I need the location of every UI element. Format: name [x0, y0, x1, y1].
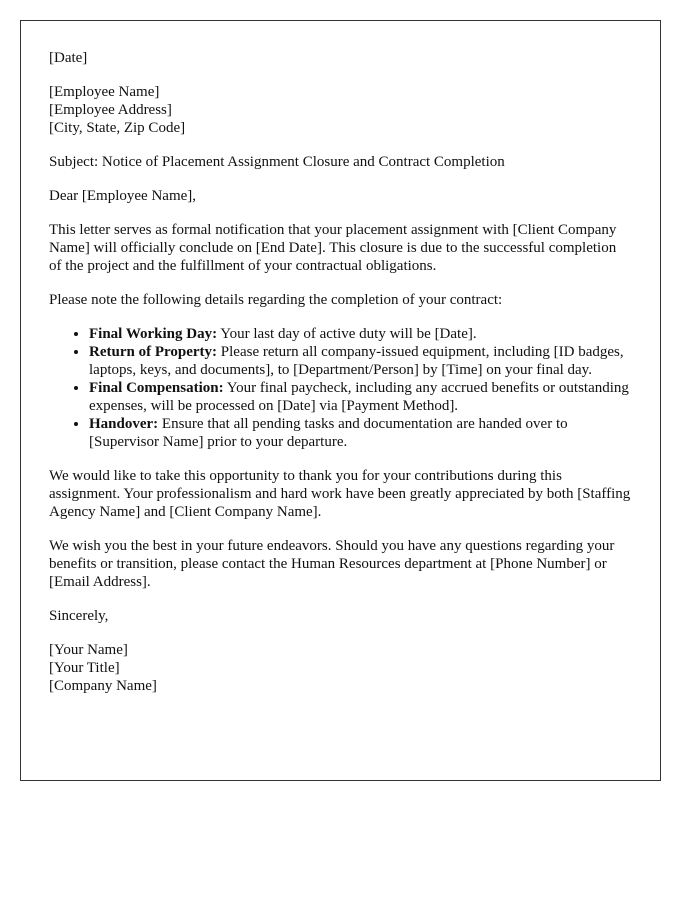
recipient-city: [City, State, Zip Code] — [49, 120, 186, 136]
list-item — [89, 325, 631, 343]
closing: Sincerely, — [49, 608, 109, 624]
signer-name: [Your Name] — [49, 642, 128, 658]
contact-paragraph: We wish you the best in your future endeavors. Should you have any questions regarding your benefits or transition, please contact the Human Resources department at [Phone Number] or [Email Address]. — [49, 538, 615, 590]
details-list — [49, 325, 631, 451]
signer-title: [Your Title] — [49, 660, 120, 676]
item-label: Return of Property: — [89, 344, 218, 360]
item-text: Your last day of active duty will be [Date]. — [217, 326, 477, 342]
signer-company: [Company Name] — [49, 678, 157, 694]
item-label: Final Working Day: — [89, 326, 218, 342]
list-item — [89, 379, 631, 415]
list-item — [89, 415, 631, 451]
salutation: Dear [Employee Name], — [49, 188, 197, 204]
recipient-name: [Employee Name] — [49, 84, 160, 100]
list-item — [89, 343, 631, 379]
letter — [20, 20, 661, 781]
recipient-address — [49, 83, 631, 137]
recipient-street: [Employee Address] — [49, 102, 172, 118]
intro-paragraph: This letter serves as formal notification that your placement assignment with [Client Company Name] will officially conclude on [End Date]. This closure is due to the successful completion of the project and the fulfillment of your contractual obligations. — [49, 222, 617, 274]
letter-date: [Date] — [49, 50, 88, 66]
subject-line: Subject: Notice of Placement Assignment Closure and Contract Completion — [49, 154, 505, 170]
item-text: Your final paycheck, including any accrued benefits or outstanding expenses, will be processed on [Date] via [Payment Method]. — [89, 380, 629, 414]
item-label: Final Compensation: — [89, 380, 224, 396]
item-text: Ensure that all pending tasks and documentation are handed over to [Supervisor Name] prior to your departure. — [89, 416, 568, 450]
thanks-paragraph: We would like to take this opportunity to thank you for your contributions during this assignment. Your professionalism and hard work have been greatly appreciated by both [Staffing Agency Name] and [Client Company Name]. — [49, 468, 631, 520]
signature-block — [49, 641, 631, 695]
item-label: Handover: — [89, 416, 159, 432]
details-intro: Please note the following details regarding the completion of your contract: — [49, 292, 503, 308]
item-text: Please return all company-issued equipment, including [ID badges, laptops, keys, and documents], to [Department/Person] by [Time] on your final day. — [89, 344, 624, 378]
